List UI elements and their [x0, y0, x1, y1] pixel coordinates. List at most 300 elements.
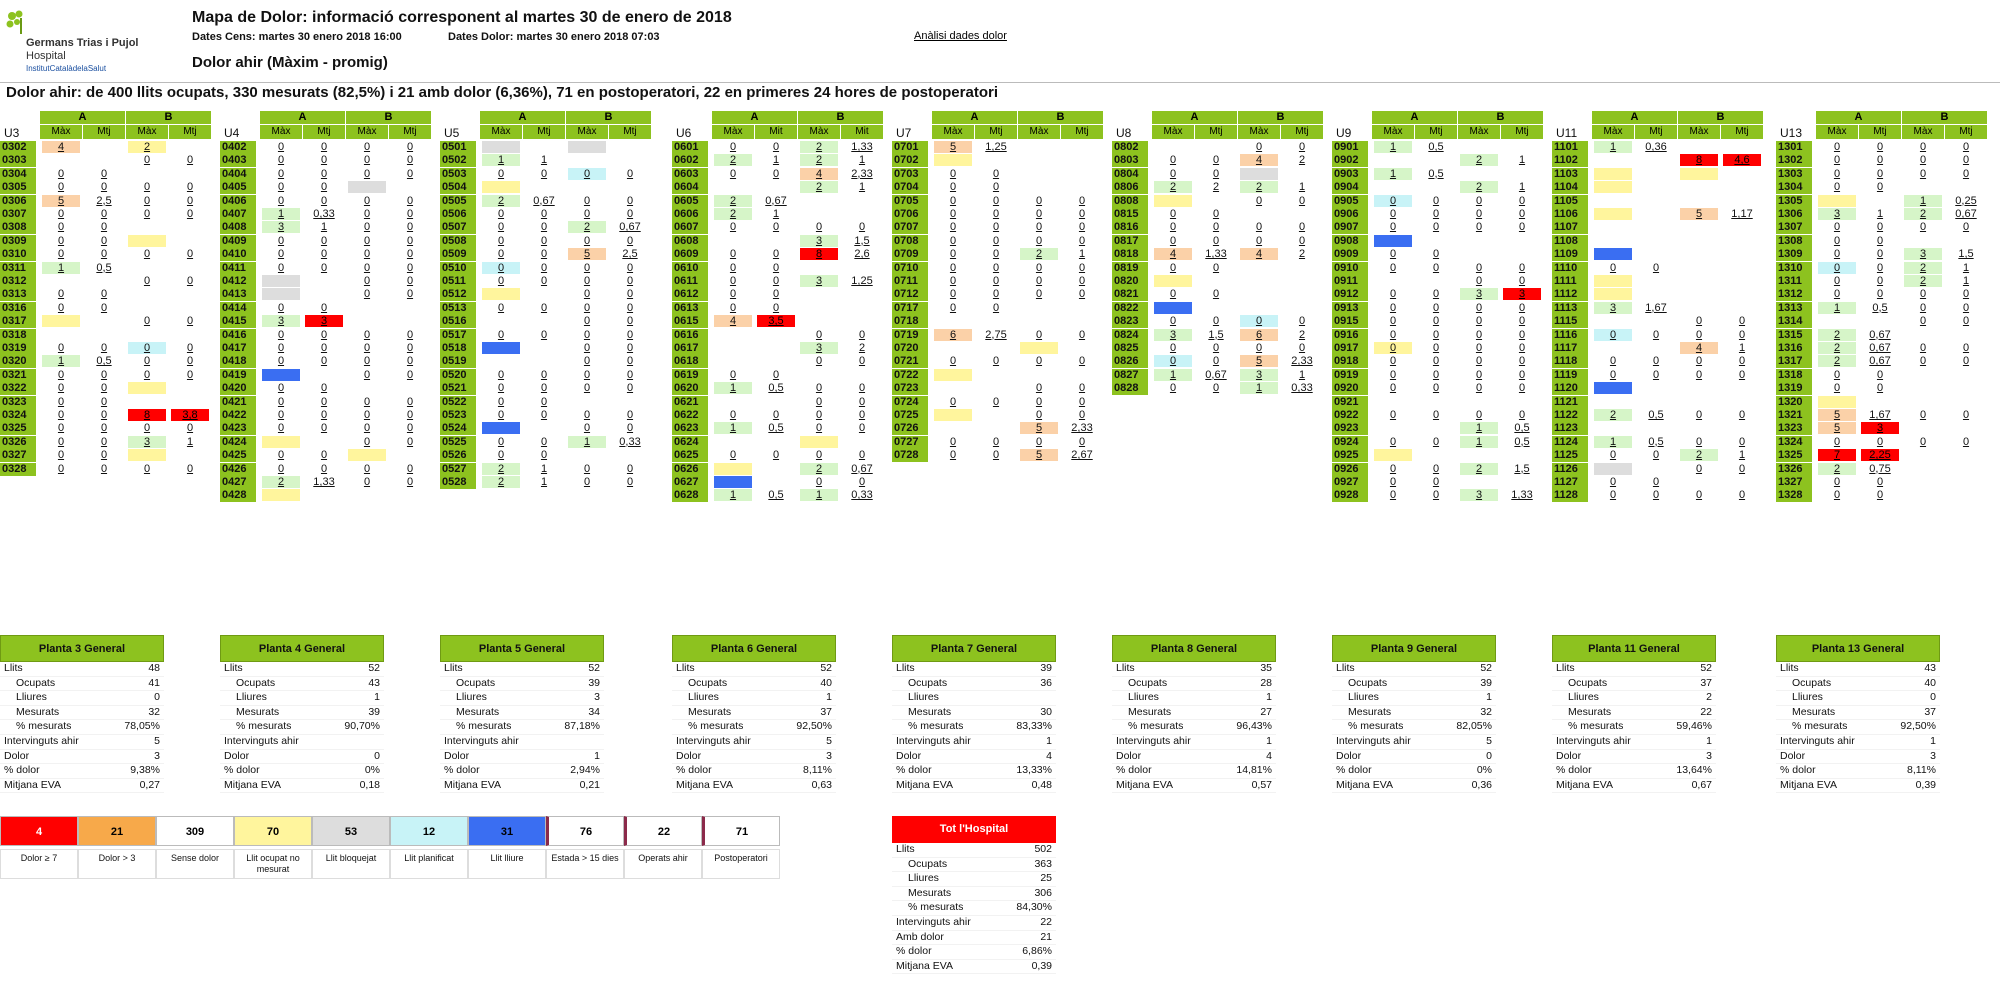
pain-value[interactable]: 0 — [1876, 288, 1884, 301]
pain-value[interactable]: 0 — [1169, 154, 1177, 167]
pain-value[interactable] — [609, 449, 651, 461]
pain-value[interactable]: 1 — [320, 221, 328, 234]
pain-value[interactable] — [169, 382, 211, 394]
pain-value[interactable] — [1816, 315, 1858, 327]
pain-value[interactable] — [841, 369, 883, 381]
pain-value[interactable] — [346, 449, 388, 461]
pain-value[interactable] — [1678, 382, 1720, 394]
pain-value[interactable]: 0 — [772, 167, 780, 180]
pain-value[interactable]: 1 — [772, 208, 780, 220]
pain-value[interactable]: 2 — [815, 181, 823, 194]
pain-value[interactable]: 0 — [1298, 194, 1306, 207]
pain-value[interactable]: 0 — [1833, 248, 1841, 261]
pain-value[interactable]: 0 — [1609, 476, 1617, 488]
pain-value[interactable]: 0,5 — [1648, 409, 1664, 421]
pain-value[interactable]: 0 — [1389, 382, 1397, 395]
pain-value[interactable]: 0,67 — [1205, 368, 1227, 381]
pain-value[interactable]: 0 — [1169, 355, 1177, 368]
pain-value[interactable]: 0 — [363, 167, 371, 180]
pain-value[interactable] — [1902, 489, 1944, 501]
pain-value[interactable] — [609, 154, 651, 166]
pain-value[interactable]: 0 — [497, 328, 505, 341]
pain-value[interactable] — [1458, 248, 1500, 260]
pain-value[interactable]: 0 — [583, 462, 591, 475]
pain-value[interactable]: 0 — [1298, 315, 1306, 328]
pain-value[interactable]: 0 — [57, 208, 65, 220]
pain-value[interactable]: 0,67 — [619, 221, 641, 234]
pain-value[interactable]: 0 — [1518, 221, 1526, 234]
pain-value[interactable]: 0 — [143, 368, 151, 381]
pain-value[interactable] — [1592, 315, 1634, 327]
pain-value[interactable]: 0 — [1919, 154, 1927, 167]
pain-value[interactable] — [1238, 168, 1280, 180]
pain-value[interactable]: 0 — [406, 208, 414, 220]
pain-value[interactable]: 3,5 — [768, 315, 784, 328]
pain-value[interactable]: 0 — [626, 167, 634, 180]
pain-value[interactable]: 0 — [186, 208, 194, 220]
pain-value[interactable]: 0 — [540, 248, 548, 261]
pain-value[interactable]: 0 — [772, 261, 780, 274]
pain-value[interactable]: 0 — [100, 301, 108, 314]
pain-value[interactable]: 3 — [277, 221, 285, 234]
pain-value[interactable]: 0 — [992, 194, 1000, 207]
pain-value[interactable] — [975, 369, 1017, 381]
pain-value[interactable]: 0 — [1833, 261, 1841, 274]
pain-value[interactable]: 0 — [1432, 368, 1440, 381]
pain-value[interactable]: 1 — [186, 435, 194, 448]
pain-value[interactable]: 0 — [626, 261, 634, 274]
pain-value[interactable]: 0 — [540, 221, 548, 234]
pain-value[interactable]: 3 — [1169, 328, 1177, 341]
pain-value[interactable]: 0 — [57, 288, 65, 301]
pain-value[interactable]: 0 — [1919, 221, 1927, 234]
pain-value[interactable]: 1 — [1609, 435, 1617, 448]
pain-value[interactable]: 0 — [406, 368, 414, 381]
pain-value[interactable]: 0 — [320, 449, 328, 462]
pain-value[interactable]: 2 — [1919, 208, 1927, 220]
pain-value[interactable]: 0 — [949, 181, 957, 194]
pain-value[interactable]: 0 — [540, 435, 548, 448]
pain-value[interactable]: 0,33 — [851, 489, 873, 502]
pain-value[interactable]: 0 — [583, 288, 591, 301]
pain-value[interactable] — [975, 342, 1017, 354]
pain-value[interactable] — [1592, 154, 1634, 166]
pain-value[interactable] — [755, 235, 797, 247]
pain-value[interactable]: 0 — [1833, 435, 1841, 448]
pain-value[interactable]: 4,6 — [1734, 154, 1750, 167]
pain-value[interactable]: 0 — [100, 208, 108, 220]
pain-value[interactable]: 8 — [143, 409, 151, 421]
pain-value[interactable]: 0 — [57, 167, 65, 180]
pain-value[interactable] — [841, 208, 883, 220]
pain-value[interactable]: 0 — [1432, 462, 1440, 475]
pain-value[interactable] — [798, 436, 840, 448]
pain-value[interactable]: 0 — [320, 382, 328, 395]
pain-value[interactable]: 0 — [1212, 342, 1220, 354]
pain-value[interactable]: 0 — [858, 221, 866, 234]
pain-value[interactable]: 0,5 — [1514, 422, 1530, 435]
pain-value[interactable]: 3 — [1475, 489, 1483, 502]
pain-value[interactable]: 0 — [1212, 288, 1220, 301]
pain-value[interactable]: 0 — [583, 342, 591, 354]
pain-value[interactable] — [566, 141, 608, 153]
pain-value[interactable]: 1,5 — [1208, 328, 1224, 341]
pain-value[interactable]: 1 — [1833, 301, 1841, 314]
pain-value[interactable]: 0 — [363, 422, 371, 435]
pain-value[interactable] — [126, 449, 168, 461]
pain-value[interactable] — [1281, 288, 1323, 300]
pain-value[interactable] — [1592, 248, 1634, 260]
pain-value[interactable]: 0 — [406, 355, 414, 368]
pain-value[interactable]: 0 — [100, 181, 108, 194]
pain-value[interactable]: 0 — [497, 449, 505, 462]
pain-value[interactable]: 0 — [363, 248, 371, 261]
pain-value[interactable]: 2 — [729, 208, 737, 220]
pain-value[interactable]: 0 — [1475, 221, 1483, 234]
pain-value[interactable] — [566, 154, 608, 166]
pain-value[interactable]: 0 — [729, 449, 737, 462]
pain-value[interactable]: 1 — [1475, 435, 1483, 448]
pain-value[interactable]: 4 — [1695, 342, 1703, 354]
pain-value[interactable] — [1902, 422, 1944, 434]
pain-value[interactable]: 0 — [277, 422, 285, 435]
pain-value[interactable]: 0 — [277, 261, 285, 274]
pain-value[interactable] — [126, 302, 168, 314]
pain-value[interactable]: 0 — [186, 181, 194, 194]
pain-value[interactable]: 0,5 — [1514, 435, 1530, 448]
pain-value[interactable] — [566, 396, 608, 408]
pain-value[interactable]: 0 — [1212, 154, 1220, 167]
pain-value[interactable]: 0 — [1078, 409, 1086, 421]
pain-value[interactable]: 0 — [320, 342, 328, 354]
pain-value[interactable]: 0,67 — [533, 194, 555, 207]
pain-value[interactable] — [1238, 288, 1280, 300]
pain-value[interactable] — [389, 302, 431, 314]
pain-value[interactable]: 0 — [1475, 368, 1483, 381]
pain-value[interactable]: 0 — [626, 288, 634, 301]
pain-value[interactable]: 0 — [320, 141, 328, 153]
pain-value[interactable] — [1721, 422, 1763, 434]
pain-value[interactable]: 0 — [583, 476, 591, 488]
pain-value[interactable]: 0 — [497, 301, 505, 314]
pain-value[interactable] — [798, 369, 840, 381]
pain-value[interactable] — [1945, 382, 1987, 394]
pain-value[interactable]: 0 — [1035, 208, 1043, 220]
pain-value[interactable]: 0 — [1078, 261, 1086, 274]
pain-value[interactable]: 0 — [1876, 248, 1884, 261]
pain-value[interactable]: 0 — [1609, 355, 1617, 368]
pain-value[interactable]: 5 — [1035, 422, 1043, 435]
pain-value[interactable] — [1902, 449, 1944, 461]
pain-value[interactable] — [712, 436, 754, 448]
pain-value[interactable]: 1 — [1919, 194, 1927, 207]
pain-value[interactable] — [932, 382, 974, 394]
pain-value[interactable]: 2 — [729, 154, 737, 167]
pain-value[interactable]: 0 — [363, 261, 371, 274]
pain-value[interactable]: 0 — [363, 395, 371, 408]
pain-value[interactable]: 0 — [363, 288, 371, 301]
pain-value[interactable] — [1945, 329, 1987, 341]
pain-value[interactable] — [1678, 288, 1720, 300]
pain-value[interactable]: 0 — [1255, 194, 1263, 207]
pain-value[interactable] — [83, 141, 125, 153]
pain-value[interactable]: 0 — [1833, 368, 1841, 381]
pain-value[interactable] — [1635, 463, 1677, 475]
pain-value[interactable] — [755, 476, 797, 488]
pain-value[interactable]: 0 — [406, 234, 414, 247]
pain-value[interactable] — [1635, 382, 1677, 394]
pain-value[interactable] — [1458, 168, 1500, 180]
pain-value[interactable]: 0 — [1833, 476, 1841, 488]
pain-value[interactable]: 0 — [1078, 221, 1086, 234]
pain-value[interactable]: 0 — [363, 154, 371, 167]
pain-value[interactable]: 0 — [100, 234, 108, 247]
pain-value[interactable]: 0 — [772, 301, 780, 314]
pain-value[interactable]: 0 — [1518, 328, 1526, 341]
pain-value[interactable]: 0 — [729, 288, 737, 301]
pain-value[interactable]: 2 — [1475, 462, 1483, 475]
pain-value[interactable] — [1635, 315, 1677, 327]
pain-value[interactable]: 2 — [1475, 181, 1483, 194]
pain-value[interactable] — [1238, 275, 1280, 287]
pain-value[interactable]: 0 — [1695, 462, 1703, 475]
pain-value[interactable]: 2 — [858, 342, 866, 354]
pain-value[interactable]: 0 — [1919, 342, 1927, 354]
pain-value[interactable]: 0 — [949, 355, 957, 368]
pain-value[interactable]: 0 — [1475, 301, 1483, 314]
pain-value[interactable]: 0 — [626, 234, 634, 247]
pain-value[interactable]: 0 — [858, 409, 866, 421]
pain-value[interactable] — [169, 302, 211, 314]
pain-value[interactable] — [1902, 181, 1944, 193]
pain-value[interactable]: 0 — [626, 462, 634, 475]
pain-value[interactable]: 1 — [540, 476, 548, 488]
pain-value[interactable]: 0 — [406, 194, 414, 207]
pain-value[interactable] — [40, 154, 82, 166]
pain-value[interactable] — [1635, 168, 1677, 180]
pain-value[interactable]: 0 — [1035, 194, 1043, 207]
pain-value[interactable]: 0 — [1078, 288, 1086, 301]
pain-value[interactable]: 2 — [1833, 355, 1841, 368]
pain-value[interactable] — [755, 396, 797, 408]
pain-value[interactable]: 0 — [277, 409, 285, 421]
pain-value[interactable]: 0,33 — [313, 208, 335, 220]
pain-value[interactable]: 0 — [540, 382, 548, 395]
pain-value[interactable]: 0 — [992, 208, 1000, 220]
pain-value[interactable]: 0 — [1389, 355, 1397, 368]
pain-value[interactable] — [523, 355, 565, 367]
pain-value[interactable]: 8 — [1695, 154, 1703, 167]
pain-value[interactable]: 0 — [57, 301, 65, 314]
pain-value[interactable] — [480, 288, 522, 300]
pain-value[interactable]: 0 — [100, 449, 108, 462]
pain-value[interactable] — [1415, 449, 1457, 461]
pain-value[interactable] — [169, 235, 211, 247]
pain-value[interactable] — [1458, 476, 1500, 488]
pain-value[interactable]: 0 — [1518, 261, 1526, 274]
pain-value[interactable]: 0 — [815, 395, 823, 408]
pain-value[interactable]: 1,33 — [1511, 489, 1533, 502]
pain-value[interactable] — [346, 302, 388, 314]
pain-value[interactable]: 0 — [186, 315, 194, 328]
pain-value[interactable]: 0 — [100, 342, 108, 354]
pain-value[interactable]: 0 — [815, 476, 823, 488]
pain-value[interactable]: 0 — [1518, 409, 1526, 421]
pain-value[interactable]: 0 — [1078, 194, 1086, 207]
pain-value[interactable]: 2 — [1169, 181, 1177, 194]
pain-value[interactable]: 0 — [1738, 409, 1746, 421]
pain-value[interactable]: 4 — [1255, 154, 1263, 167]
pain-value[interactable]: 0 — [1169, 342, 1177, 354]
pain-value[interactable] — [346, 181, 388, 193]
pain-value[interactable] — [1592, 208, 1634, 220]
pain-value[interactable] — [1678, 262, 1720, 274]
pain-value[interactable]: 0 — [320, 409, 328, 421]
pain-value[interactable] — [798, 262, 840, 274]
pain-value[interactable]: 4 — [729, 315, 737, 328]
pain-value[interactable]: 1 — [815, 489, 823, 502]
pain-value[interactable] — [1061, 141, 1103, 153]
pain-value[interactable]: 2,67 — [1071, 449, 1093, 462]
pain-value[interactable]: 0 — [363, 355, 371, 368]
pain-value[interactable] — [1721, 195, 1763, 207]
pain-value[interactable]: 2 — [497, 194, 505, 207]
pain-value[interactable]: 0 — [277, 141, 285, 153]
pain-value[interactable] — [1018, 181, 1060, 193]
pain-value[interactable]: 0 — [1212, 167, 1220, 180]
pain-value[interactable] — [1061, 154, 1103, 166]
pain-value[interactable]: 0 — [1962, 167, 1970, 180]
pain-value[interactable]: 1 — [729, 489, 737, 502]
pain-value[interactable] — [1061, 315, 1103, 327]
pain-value[interactable]: 0 — [1212, 261, 1220, 274]
pain-value[interactable]: 0 — [1298, 141, 1306, 153]
pain-value[interactable]: 0 — [1432, 435, 1440, 448]
pain-value[interactable] — [260, 275, 302, 287]
pain-value[interactable]: 1 — [57, 355, 65, 368]
analysis-link[interactable]: Anàlisi dades dolor — [914, 30, 1007, 42]
pain-value[interactable] — [1635, 208, 1677, 220]
pain-value[interactable]: 0 — [1298, 234, 1306, 247]
pain-value[interactable] — [932, 369, 974, 381]
pain-value[interactable] — [566, 449, 608, 461]
pain-value[interactable]: 0,5 — [1428, 167, 1444, 180]
pain-value[interactable]: 0 — [277, 167, 285, 180]
pain-value[interactable]: 0 — [815, 221, 823, 234]
pain-value[interactable]: 2 — [1298, 154, 1306, 167]
pain-value[interactable]: 0 — [949, 208, 957, 220]
pain-value[interactable]: 0 — [1078, 208, 1086, 220]
pain-value[interactable]: 0 — [1833, 234, 1841, 247]
pain-value[interactable] — [260, 369, 302, 381]
pain-value[interactable]: 1,33 — [313, 476, 335, 488]
pain-value[interactable]: 0 — [1609, 368, 1617, 381]
pain-value[interactable]: 0 — [1389, 221, 1397, 234]
pain-value[interactable]: 0 — [949, 248, 957, 261]
pain-value[interactable] — [609, 181, 651, 193]
pain-value[interactable]: 0 — [1919, 141, 1927, 153]
pain-value[interactable]: 5 — [1255, 355, 1263, 368]
pain-value[interactable]: 0 — [949, 167, 957, 180]
pain-value[interactable]: 0,67 — [1869, 342, 1891, 354]
pain-value[interactable]: 0 — [583, 355, 591, 368]
pain-value[interactable] — [1415, 235, 1457, 247]
pain-value[interactable] — [126, 288, 168, 300]
pain-value[interactable]: 0 — [992, 234, 1000, 247]
pain-value[interactable]: 0 — [1432, 315, 1440, 328]
pain-value[interactable]: 0 — [363, 368, 371, 381]
pain-value[interactable]: 1 — [1518, 154, 1526, 167]
pain-value[interactable]: 0 — [1475, 409, 1483, 421]
pain-value[interactable]: 0 — [583, 301, 591, 314]
pain-value[interactable]: 0 — [626, 355, 634, 368]
pain-value[interactable] — [1721, 235, 1763, 247]
pain-value[interactable] — [798, 208, 840, 220]
pain-value[interactable]: 0 — [1212, 234, 1220, 247]
pain-value[interactable]: 0 — [406, 154, 414, 167]
pain-value[interactable]: 0 — [1432, 221, 1440, 234]
pain-value[interactable]: 0 — [540, 261, 548, 274]
pain-value[interactable] — [1635, 396, 1677, 408]
pain-value[interactable]: 0 — [1475, 261, 1483, 274]
pain-value[interactable]: 0 — [729, 368, 737, 381]
pain-value[interactable]: 0 — [772, 449, 780, 462]
pain-value[interactable]: 0 — [1609, 328, 1617, 341]
pain-value[interactable]: 0 — [1255, 221, 1263, 234]
pain-value[interactable]: 0 — [1518, 275, 1526, 287]
pain-value[interactable]: 0 — [1389, 462, 1397, 475]
pain-value[interactable]: 6 — [1255, 328, 1263, 341]
pain-value[interactable]: 2,5 — [96, 194, 112, 207]
pain-value[interactable]: 0 — [992, 248, 1000, 261]
pain-value[interactable] — [1152, 141, 1194, 153]
pain-value[interactable]: 0 — [1876, 435, 1884, 448]
pain-value[interactable]: 0 — [949, 449, 957, 462]
pain-value[interactable] — [755, 355, 797, 367]
pain-value[interactable]: 0 — [320, 234, 328, 247]
pain-value[interactable]: 0 — [1078, 382, 1086, 395]
pain-value[interactable] — [1281, 208, 1323, 220]
pain-value[interactable]: 0 — [1919, 167, 1927, 180]
pain-value[interactable]: 0 — [858, 476, 866, 488]
pain-value[interactable] — [1678, 181, 1720, 193]
pain-value[interactable]: 0 — [406, 435, 414, 448]
pain-value[interactable]: 0 — [57, 368, 65, 381]
pain-value[interactable]: 0 — [815, 382, 823, 395]
pain-value[interactable] — [83, 329, 125, 341]
pain-value[interactable]: 0 — [626, 342, 634, 354]
pain-value[interactable]: 0 — [1212, 382, 1220, 395]
pain-value[interactable] — [523, 141, 565, 153]
pain-value[interactable]: 1 — [772, 154, 780, 167]
pain-value[interactable] — [40, 315, 82, 327]
pain-value[interactable] — [1902, 329, 1944, 341]
pain-value[interactable]: 0 — [497, 167, 505, 180]
pain-value[interactable] — [1678, 476, 1720, 488]
pain-value[interactable] — [1061, 369, 1103, 381]
pain-value[interactable]: 0 — [992, 395, 1000, 408]
pain-value[interactable]: 0 — [1169, 208, 1177, 220]
pain-value[interactable] — [1678, 302, 1720, 314]
pain-value[interactable]: 0 — [626, 476, 634, 488]
pain-value[interactable] — [1945, 489, 1987, 501]
pain-value[interactable] — [1635, 195, 1677, 207]
pain-value[interactable] — [169, 329, 211, 341]
pain-value[interactable] — [798, 195, 840, 207]
pain-value[interactable]: 0 — [57, 449, 65, 462]
pain-value[interactable] — [841, 288, 883, 300]
pain-value[interactable] — [798, 288, 840, 300]
